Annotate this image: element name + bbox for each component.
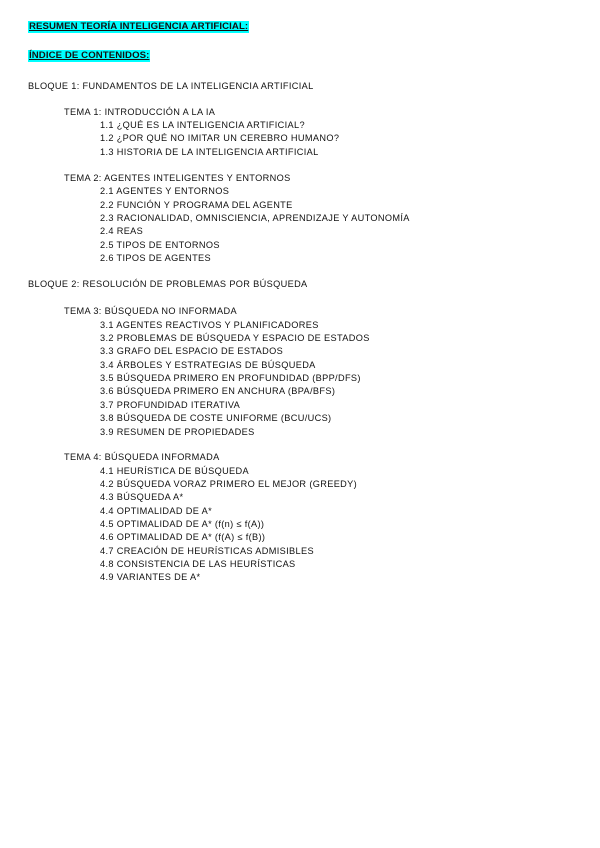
index-item: 2.3 RACIONALIDAD, OMNISCIENCIA, APRENDIZAJE Y AUTONOMÍA [100, 213, 410, 223]
index-item: 2.5 TIPOS DE ENTORNOS [100, 240, 220, 250]
index-item: 3.6 BÚSQUEDA PRIMERO EN ANCHURA (BPA/BFS) [100, 386, 336, 396]
tema-heading: TEMA 4: BÚSQUEDA INFORMADA [64, 452, 220, 462]
index-item: 2.6 TIPOS DE AGENTES [100, 253, 211, 263]
index-item: 2.1 AGENTES Y ENTORNOS [100, 186, 230, 196]
index-item: 4.7 CREACIÓN DE HEURÍSTICAS ADMISIBLES [100, 546, 314, 556]
index-item: 3.5 BÚSQUEDA PRIMERO EN PROFUNDIDAD (BPP/DFS) [100, 373, 361, 383]
index-item: 1.2 ¿POR QUÉ NO IMITAR UN CEREBRO HUMANO? [100, 133, 340, 143]
index-item: 3.1 AGENTES REACTIVOS Y PLANIFICADORES [100, 320, 319, 330]
document-title: RESUMEN TEORÍA INTELIGENCIA ARTIFICIAL: [29, 21, 249, 32]
index-item: 3.4 ÁRBOLES Y ESTRATEGIAS DE BÚSQUEDA [100, 360, 316, 370]
tema-heading: TEMA 1: INTRODUCCIÓN A LA IA [64, 107, 216, 117]
index-item: 3.7 PROFUNDIDAD ITERATIVA [100, 400, 241, 410]
index-item: 3.9 RESUMEN DE PROPIEDADES [100, 427, 255, 437]
index-item: 4.5 OPTIMALIDAD DE A* (f(n) ≤ f(A)) [100, 519, 265, 529]
index-item: 1.1 ¿QUÉ ES LA INTELIGENCIA ARTIFICIAL? [100, 120, 305, 130]
index-item: 4.4 OPTIMALIDAD DE A* [100, 506, 213, 516]
index-item: 3.3 GRAFO DEL ESPACIO DE ESTADOS [100, 346, 284, 356]
block-heading: BLOQUE 1: FUNDAMENTOS DE LA INTELIGENCIA ARTIFICIAL [28, 81, 314, 91]
index-item: 3.2 PROBLEMAS DE BÚSQUEDA Y ESPACIO DE ESTADOS [100, 333, 370, 343]
index-heading: ÍNDICE DE CONTENIDOS: [29, 50, 150, 61]
tema-heading: TEMA 2: AGENTES INTELIGENTES Y ENTORNOS [64, 173, 291, 183]
index-item: 4.2 BÚSQUEDA VORAZ PRIMERO EL MEJOR (GREEDY) [100, 479, 358, 489]
index-item: 4.1 HEURÍSTICA DE BÚSQUEDA [100, 466, 249, 476]
index-item: 3.8 BÚSQUEDA DE COSTE UNIFORME (BCU/UCS) [100, 413, 332, 423]
index-item: 4.3 BÚSQUEDA A* [100, 492, 184, 502]
index-item: 4.8 CONSISTENCIA DE LAS HEURÍSTICAS [100, 559, 296, 569]
index-item: 4.6 OPTIMALIDAD DE A* (f(A) ≤ f(B)) [100, 532, 266, 542]
index-item: 4.9 VARIANTES DE A* [100, 572, 201, 582]
index-item: 2.2 FUNCIÓN Y PROGRAMA DEL AGENTE [100, 200, 293, 210]
block-heading: BLOQUE 2: RESOLUCIÓN DE PROBLEMAS POR BÚSQUEDA [28, 279, 308, 289]
index-item: 1.3 HISTORIA DE LA INTELIGENCIA ARTIFICIAL [100, 147, 319, 157]
index-item: 2.4 REAS [100, 226, 144, 236]
tema-heading: TEMA 3: BÚSQUEDA NO INFORMADA [64, 306, 237, 316]
